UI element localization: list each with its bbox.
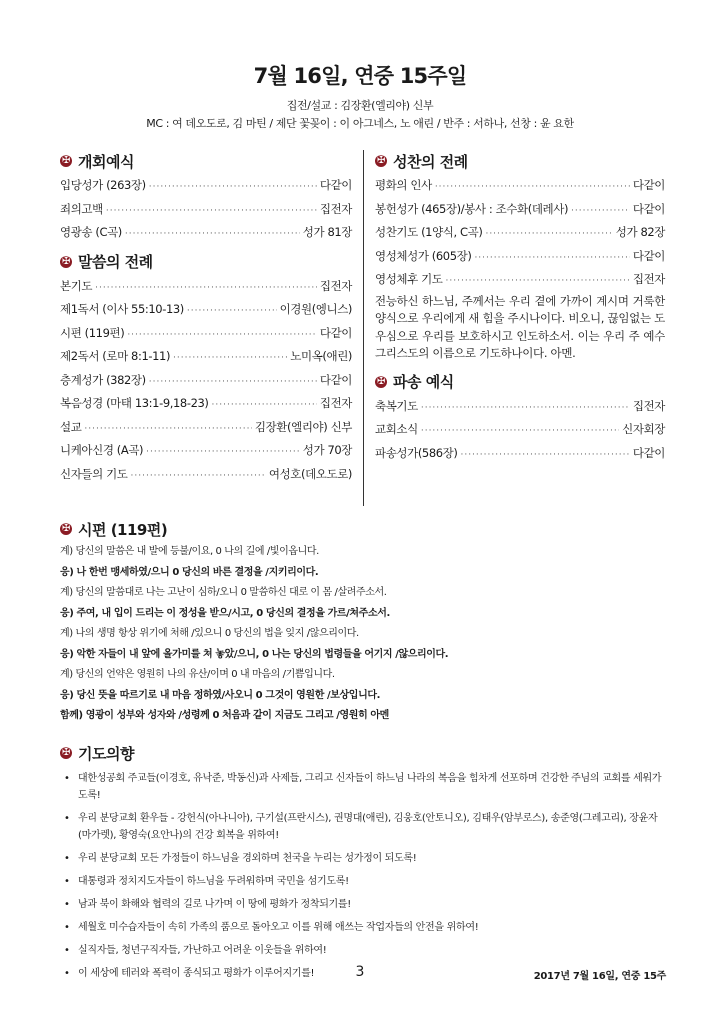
section-eucharist [375,148,665,363]
psalm-line: 계) 당신의 언약은 영원히 나의 유산/이며 0 내 마음의 /기쁨입니다. [60,669,335,680]
order-row: 제1독서 (이사 55:10-13) ····· 이경원(엥니스) [60,298,352,322]
list-item: • 우리 분당교회 환우들 - 강헌식(아나니아), 구기설(프란시스), 권명대(애린), 김웅호(안토니오), 김태우(암부로스), 송준영(그레고리), 장윤자(마가렛), 황영숙(요안나)의 건강 회복을 위하여! [60,810,670,844]
section-heading: 기도의향 [78,744,134,763]
order-row: 성찬기도 (1양식, C곡) ····· 성가 82장 [375,221,665,245]
cross-icon: ✠ [375,155,387,167]
footer-date: 2017년 7월 16일, 연중 15주 [533,971,666,982]
section-word [60,249,352,487]
order-row: 영광송 (C곡) ····· 성가 81장 [60,221,352,245]
order-row: 입당성가 (263장) ····· 다같이 [60,174,352,198]
psalm-line: 응) 악한 자들이 내 앞에 올가미를 쳐 놓았/으니, 0 나는 당신의 법령들을 어기지 /않으리이다. [60,648,449,660]
list-item: • 대한성공회 주교들(이경호, 유낙준, 박동신)과 사제들, 그리고 신자들이 하느님 나라의 복음을 힘차게 선포하며 건강한 주님의 교회를 세워가도록! [60,770,670,804]
psalm-line: 응) 당신 뜻을 따르기로 내 마음 정하였/사오니 0 그것이 영원한 /보상입니다. [60,689,380,701]
list-item: • 실직자들, 청년구직자들, 가난하고 어려운 이웃들을 위하여! [60,942,670,959]
section-heading: 시편 (119편) [78,520,168,539]
section-dismissal [375,369,665,466]
section-heading: 성찬의 전례 [393,152,468,171]
order-row: 축복기도 ····· 집전자 [375,395,665,419]
cross-icon: ✠ [60,155,72,167]
list-item: • 남과 북이 화해와 협력의 길로 나가며 이 땅에 평화가 정착되기를! [60,896,670,913]
list-item: • 세월호 미수습자들이 속히 가족의 품으로 돌아오고 이를 위해 애쓰는 작업자들의 안전을 위하여! [60,919,670,936]
column-divider [363,150,364,506]
cross-icon: ✠ [60,747,72,759]
psalm-line: 계) 나의 생명 항상 위기에 처해 /있으니 0 당신의 법을 잊지 /않으리이다. [60,628,359,639]
order-row: 영성체성가 (605장) ····· 다같이 [375,245,665,269]
ministers-line: MC : 여 데오도로, 김 마틴 / 제단 꽃꽂이 : 이 아그네스, 노 애린 / 반주 : 서하나, 선창 : 윤 요한 [146,117,574,130]
order-row: 영성체후 기도 ····· 집전자 [375,268,665,292]
psalm-line: 계) 당신의 말씀은 내 발에 등불/이요, 0 나의 길에 /빛이옵니다. [60,546,319,557]
right-column [375,146,665,465]
order-row: 설교 ····· 김장환(엘리야) 신부 [60,416,352,440]
psalm-line: 응) 나 한번 맹세하였/으니 0 당신의 바른 결정을 /지키리이다. [60,566,319,578]
order-row: 복음성경 (마태 13:1-9,18-23) ····· 집전자 [60,392,352,416]
officiant-line: 집전/설교 : 김장환(엘리야) 신부 [286,99,434,112]
list-item: • 대통령과 정치지도자들이 하느님을 두려워하며 국민을 섬기도록! [60,873,670,890]
psalm-line: 응) 주여, 내 입이 드리는 이 정성을 받으/시고, 0 당신의 결정을 가르/쳐주소서. [60,607,390,619]
order-row: 니케아신경 (A곡) ····· 성가 70장 [60,439,352,463]
order-row: 층계성가 (382장) ····· 다같이 [60,369,352,393]
cross-icon: ✠ [60,523,72,535]
prayer-intentions [60,738,670,988]
list-item: • 이 세상에 테러와 폭력이 종식되고 평화가 이루어지기를! [60,965,670,982]
page-number: 3 [355,964,365,980]
psalm-section [60,514,670,727]
section-heading: 개회예식 [78,152,134,171]
page-title: 7월 16일, 연중 15주일 [253,64,467,88]
left-column [60,146,352,486]
order-row: 죄의고백 ····· 집전자 [60,198,352,222]
cross-icon: ✠ [375,376,387,388]
section-opening [60,148,352,245]
section-heading: 말씀의 전례 [78,253,153,271]
order-row: 신자들의 기도 ····· 여성호(데오도로) [60,463,352,487]
order-row: 교회소식 ····· 신자회장 [375,418,665,442]
section-heading: 파송 예식 [393,373,454,391]
order-row: 파송성가(586장) ····· 다같이 [375,442,665,466]
order-row: 봉헌성가 (465장)/봉사 : 조수화(데레사) ····· 다같이 [375,198,665,222]
psalm-line: 계) 당신의 말씀대로 나는 고난이 심하/오니 0 말씀하신 대로 이 몸 /살려주소서. [60,587,387,598]
order-row: 평화의 인사 ····· 다같이 [375,174,665,198]
list-item: • 우리 분당교회 모든 가정들이 하느님을 경외하며 천국을 누리는 성가정이 되도록! [60,850,670,867]
psalm-line: 함께) 영광이 성부와 성자와 /성령께 0 처음과 같이 지금도 그리고 /영원히 아멘 [60,710,389,721]
cross-icon: ✠ [60,256,72,268]
post-communion-prayer: 전능하신 하느님, 주께서는 우리 곁에 가까이 계시며 거룩한 양식으로 우리에게 새 힘을 주시나이다. 비오니, 끊임없는 도우심으로 우리를 보호하시고 인도하소서. 이는 우리 주 예수 그리스도의 이름으로 기도하나이다. 아멘. [375,293,665,360]
order-row: 본기도 ····· 집전자 [60,275,352,299]
intention-list [60,770,670,982]
order-row: 제2독서 (로마 8:1-11) ····· 노미옥(애린) [60,345,352,369]
order-row: 시편 (119편) ····· 다같이 [60,322,352,346]
